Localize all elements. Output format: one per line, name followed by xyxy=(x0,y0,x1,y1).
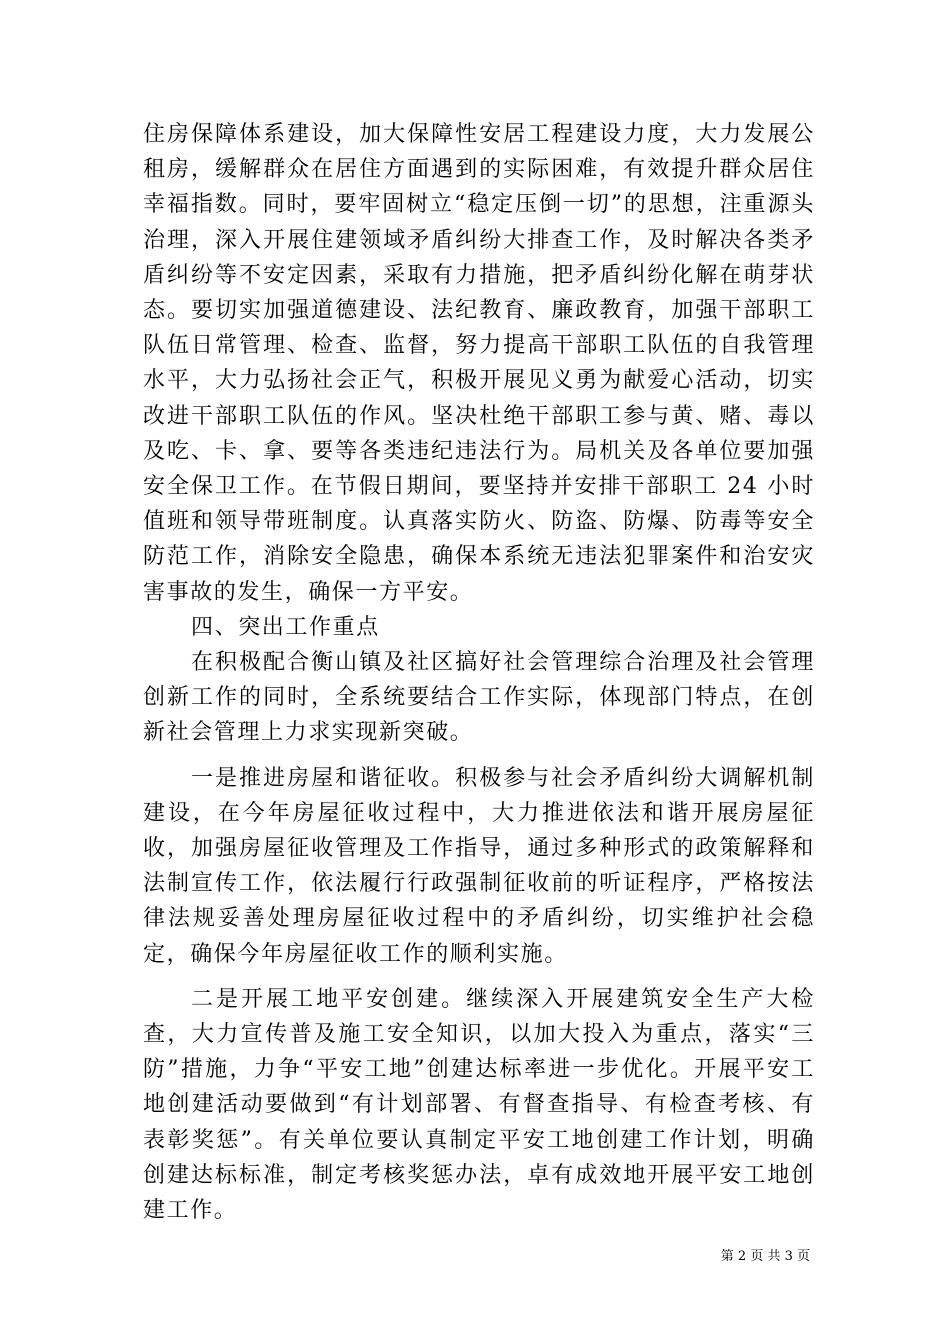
paragraph-item-two: 二是开展工地平安创建。继续深入开展建筑安全生产大检查，大力宣传普及施工安全知识，以加大投入为重点，落实“三防”措施，力争“平安工地”创建达标率进一步优化。开展平安工地创建活动要做到“有计划部署、有督查指导、有检查考核、有表彰奖惩”。有关单位要认真制定平安工地创建工作计划，明确创建达标标准，制定考核奖惩办法，卓有成效地开展平安工地创建工作。 xyxy=(143,986,815,1224)
paragraph-intro: 在积极配合衡山镇及社区搞好社会管理综合治理及社会管理创新工作的同时，全系统要结合工作实际，体现部门特点，在创新社会管理上力求实现新突破。 xyxy=(143,650,815,746)
paragraph-continued: 住房保障体系建设，加大保障性安居工程建设力度，大力发展公租房，缓解群众在居住方面遇到的实际困难，有效提升群众居住幸福指数。同时，要牢固树立“稳定压倒一切”的思想，注重源头治理，深入开展住建领域矛盾纠纷大排查工作，及时解决各类矛盾纠纷等不安定因素，采取有力措施，把矛盾纠纷化解在萌芽状态。要切实加强道德建设、法纪教育、廉政教育，加强干部职工队伍日常管理、检查、监督，努力提高干部职工队伍的自我管理水平，大力弘扬社会正气，积极开展见义勇为献爱心活动，切实改进干部职工队伍的作风。坚决杜绝干部职工参与黄、赌、毒以及吃、卡、拿、要等各类违纪违法行为。局机关及各单位要加强安全保卫工作。在节假日期间，要坚持并安排干部职工 24 小时值班和领导带班制度。认真落实防火、防盗、防爆、防毒等安全防范工作，消除安全隐患，确保本系统无违法犯罪案件和治安灾害事故的发生，确保一方平安。 xyxy=(143,122,815,605)
page-number-footer: 第 2 页 共 3 页 xyxy=(720,1249,810,1264)
paragraph-item-one: 一是推进房屋和谐征收。积极参与社会矛盾纠纷大调解机制建设，在今年房屋征收过程中，大力推进依法和谐开展房屋征收，加强房屋征收管理及工作指导，通过多种形式的政策解释和法制宣传工作，依法履行行政强制征收前的听证程序，严格按法律法规妥善处理房屋征收过程中的矛盾纠纷，切实维护社会稳定，确保今年房屋征收工作的顺利实施。 xyxy=(143,765,815,967)
document-body xyxy=(143,117,815,1228)
section-heading: 四、突出工作重点 xyxy=(191,614,380,640)
